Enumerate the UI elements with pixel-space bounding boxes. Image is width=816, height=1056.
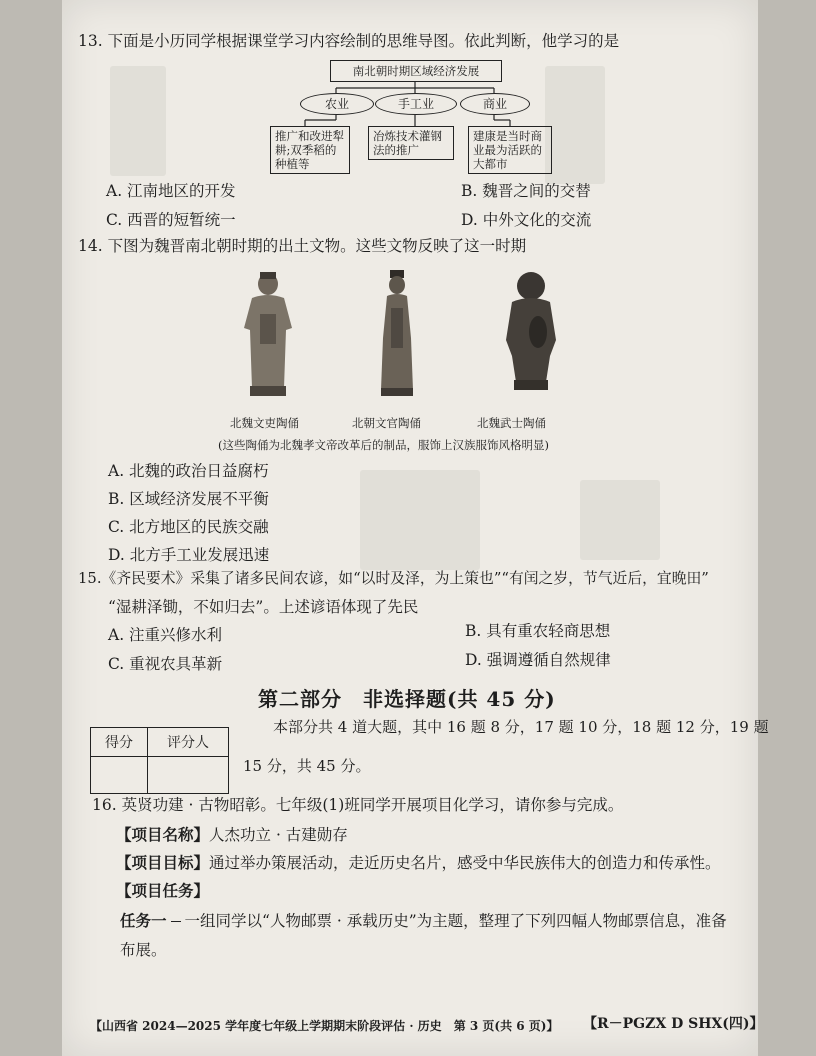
mindmap-detail-commerce: 建康是当时商业最为活跃的大都市 <box>468 126 552 174</box>
mindmap-node-agriculture: 农业 <box>300 93 374 115</box>
q14-figure-note: (这些陶俑为北魏孝文帝改革后的制品，服饰上汉族服饰风格明显) <box>218 438 549 452</box>
civil-official-figurine-image <box>238 270 298 400</box>
task1-text: 一组同学以“人物邮票 · 承载历史”为主题，整理了下列四幅人物邮票信息，准备 <box>184 912 727 930</box>
footer-exam-info: 【山西省 2024—2025 学年度七年级上学期期末阶段评估 · 历史 第 3 页(共 6 页)】 <box>90 1019 559 1033</box>
project-name <box>116 825 348 845</box>
q15-stem-line1: 15.《齐民要术》采集了诸多民间农谚，如“以时及泽，为上策也”“有闰之岁，节气近后，宜晚田” <box>78 570 709 587</box>
task1-line1 <box>120 911 727 931</box>
civil-servant-figurine-image <box>375 268 419 400</box>
score-table <box>90 727 229 794</box>
q15-option-b: B. 具有重农轻商思想 <box>465 622 611 640</box>
score-cell[interactable] <box>91 757 148 794</box>
footer-paper-code: 【R－PGZX D SHX(四)】 <box>583 1016 764 1032</box>
q15-option-a: A. 注重兴修水利 <box>108 626 223 644</box>
mindmap-detail-handicraft: 冶炼技术灌钢法的推广 <box>368 126 454 160</box>
q16-stem: 16. 英贤功建 · 古物昭彰。七年级(1)班同学开展项目化学习，请你参与完成。 <box>92 796 624 814</box>
part2-intro-line2: 15 分，共 45 分。 <box>243 757 371 775</box>
q15-option-c: C. 重视农具革新 <box>108 655 223 673</box>
q14-stem: 14. 下图为魏晋南北朝时期的出土文物。这些文物反映了这一时期 <box>78 237 527 255</box>
task1-label: 任务一 <box>120 911 167 930</box>
part2-intro-line1: 本部分共 4 道大题，其中 16 题 8 分，17 题 10 分，18 题 12 分，19 题 <box>273 718 769 736</box>
project-goal <box>116 853 721 873</box>
task1-line2: 布展。 <box>120 941 167 959</box>
q14-option-b: B. 区域经济发展不平衡 <box>108 490 269 508</box>
figure-caption-civil-servant: 北朝文官陶俑 <box>352 416 421 430</box>
q15-option-d: D. 强调遵循自然规律 <box>465 651 611 669</box>
figure-caption-warrior: 北魏武士陶俑 <box>477 416 546 430</box>
q14-option-d: D. 北方手工业发展迅速 <box>108 546 270 564</box>
project-task-label: 【项目任务】 <box>116 881 210 900</box>
score-header: 得分 <box>91 728 148 757</box>
project-goal-text: 通过举办策展活动，走近历史名片，感受中华民族伟大的创造力和传承性。 <box>209 854 721 872</box>
warrior-figurine-image <box>502 270 560 396</box>
project-goal-label: 【项目目标】 <box>116 853 210 872</box>
dash-rule <box>171 921 181 922</box>
q13-option-d: D. 中外文化的交流 <box>461 211 592 229</box>
project-name-label: 【项目名称】 <box>116 825 210 844</box>
q13-option-c: C. 西晋的短暂统一 <box>106 211 236 229</box>
project-name-text: 人杰功立 · 古建勋存 <box>209 826 348 844</box>
q13-option-b: B. 魏晋之间的交替 <box>461 182 591 200</box>
q15-stem-line2: “湿耕泽锄，不如归去”。上述谚语体现了先民 <box>108 598 419 616</box>
q14-option-a: A. 北魏的政治日益腐朽 <box>108 462 269 480</box>
mindmap-title: 南北朝时期区域经济发展 <box>330 60 502 82</box>
figure-caption-civil-official: 北魏文吏陶俑 <box>230 416 299 430</box>
mindmap-node-commerce: 商业 <box>460 93 530 115</box>
part2-heading: 第二部分 非选择题(共 45 分) <box>258 687 556 711</box>
q13-stem: 13. 下面是小历同学根据课堂学习内容绘制的思维导图。依此判断，他学习的是 <box>78 32 620 50</box>
q13-option-a: A. 江南地区的开发 <box>106 182 236 200</box>
mindmap-detail-agriculture: 推广和改进犁耕;双季稻的种植等 <box>270 126 350 174</box>
mindmap-node-handicraft: 手工业 <box>375 93 457 115</box>
grader-cell[interactable] <box>148 757 229 794</box>
q14-option-c: C. 北方地区的民族交融 <box>108 518 269 536</box>
grader-header: 评分人 <box>148 728 229 757</box>
